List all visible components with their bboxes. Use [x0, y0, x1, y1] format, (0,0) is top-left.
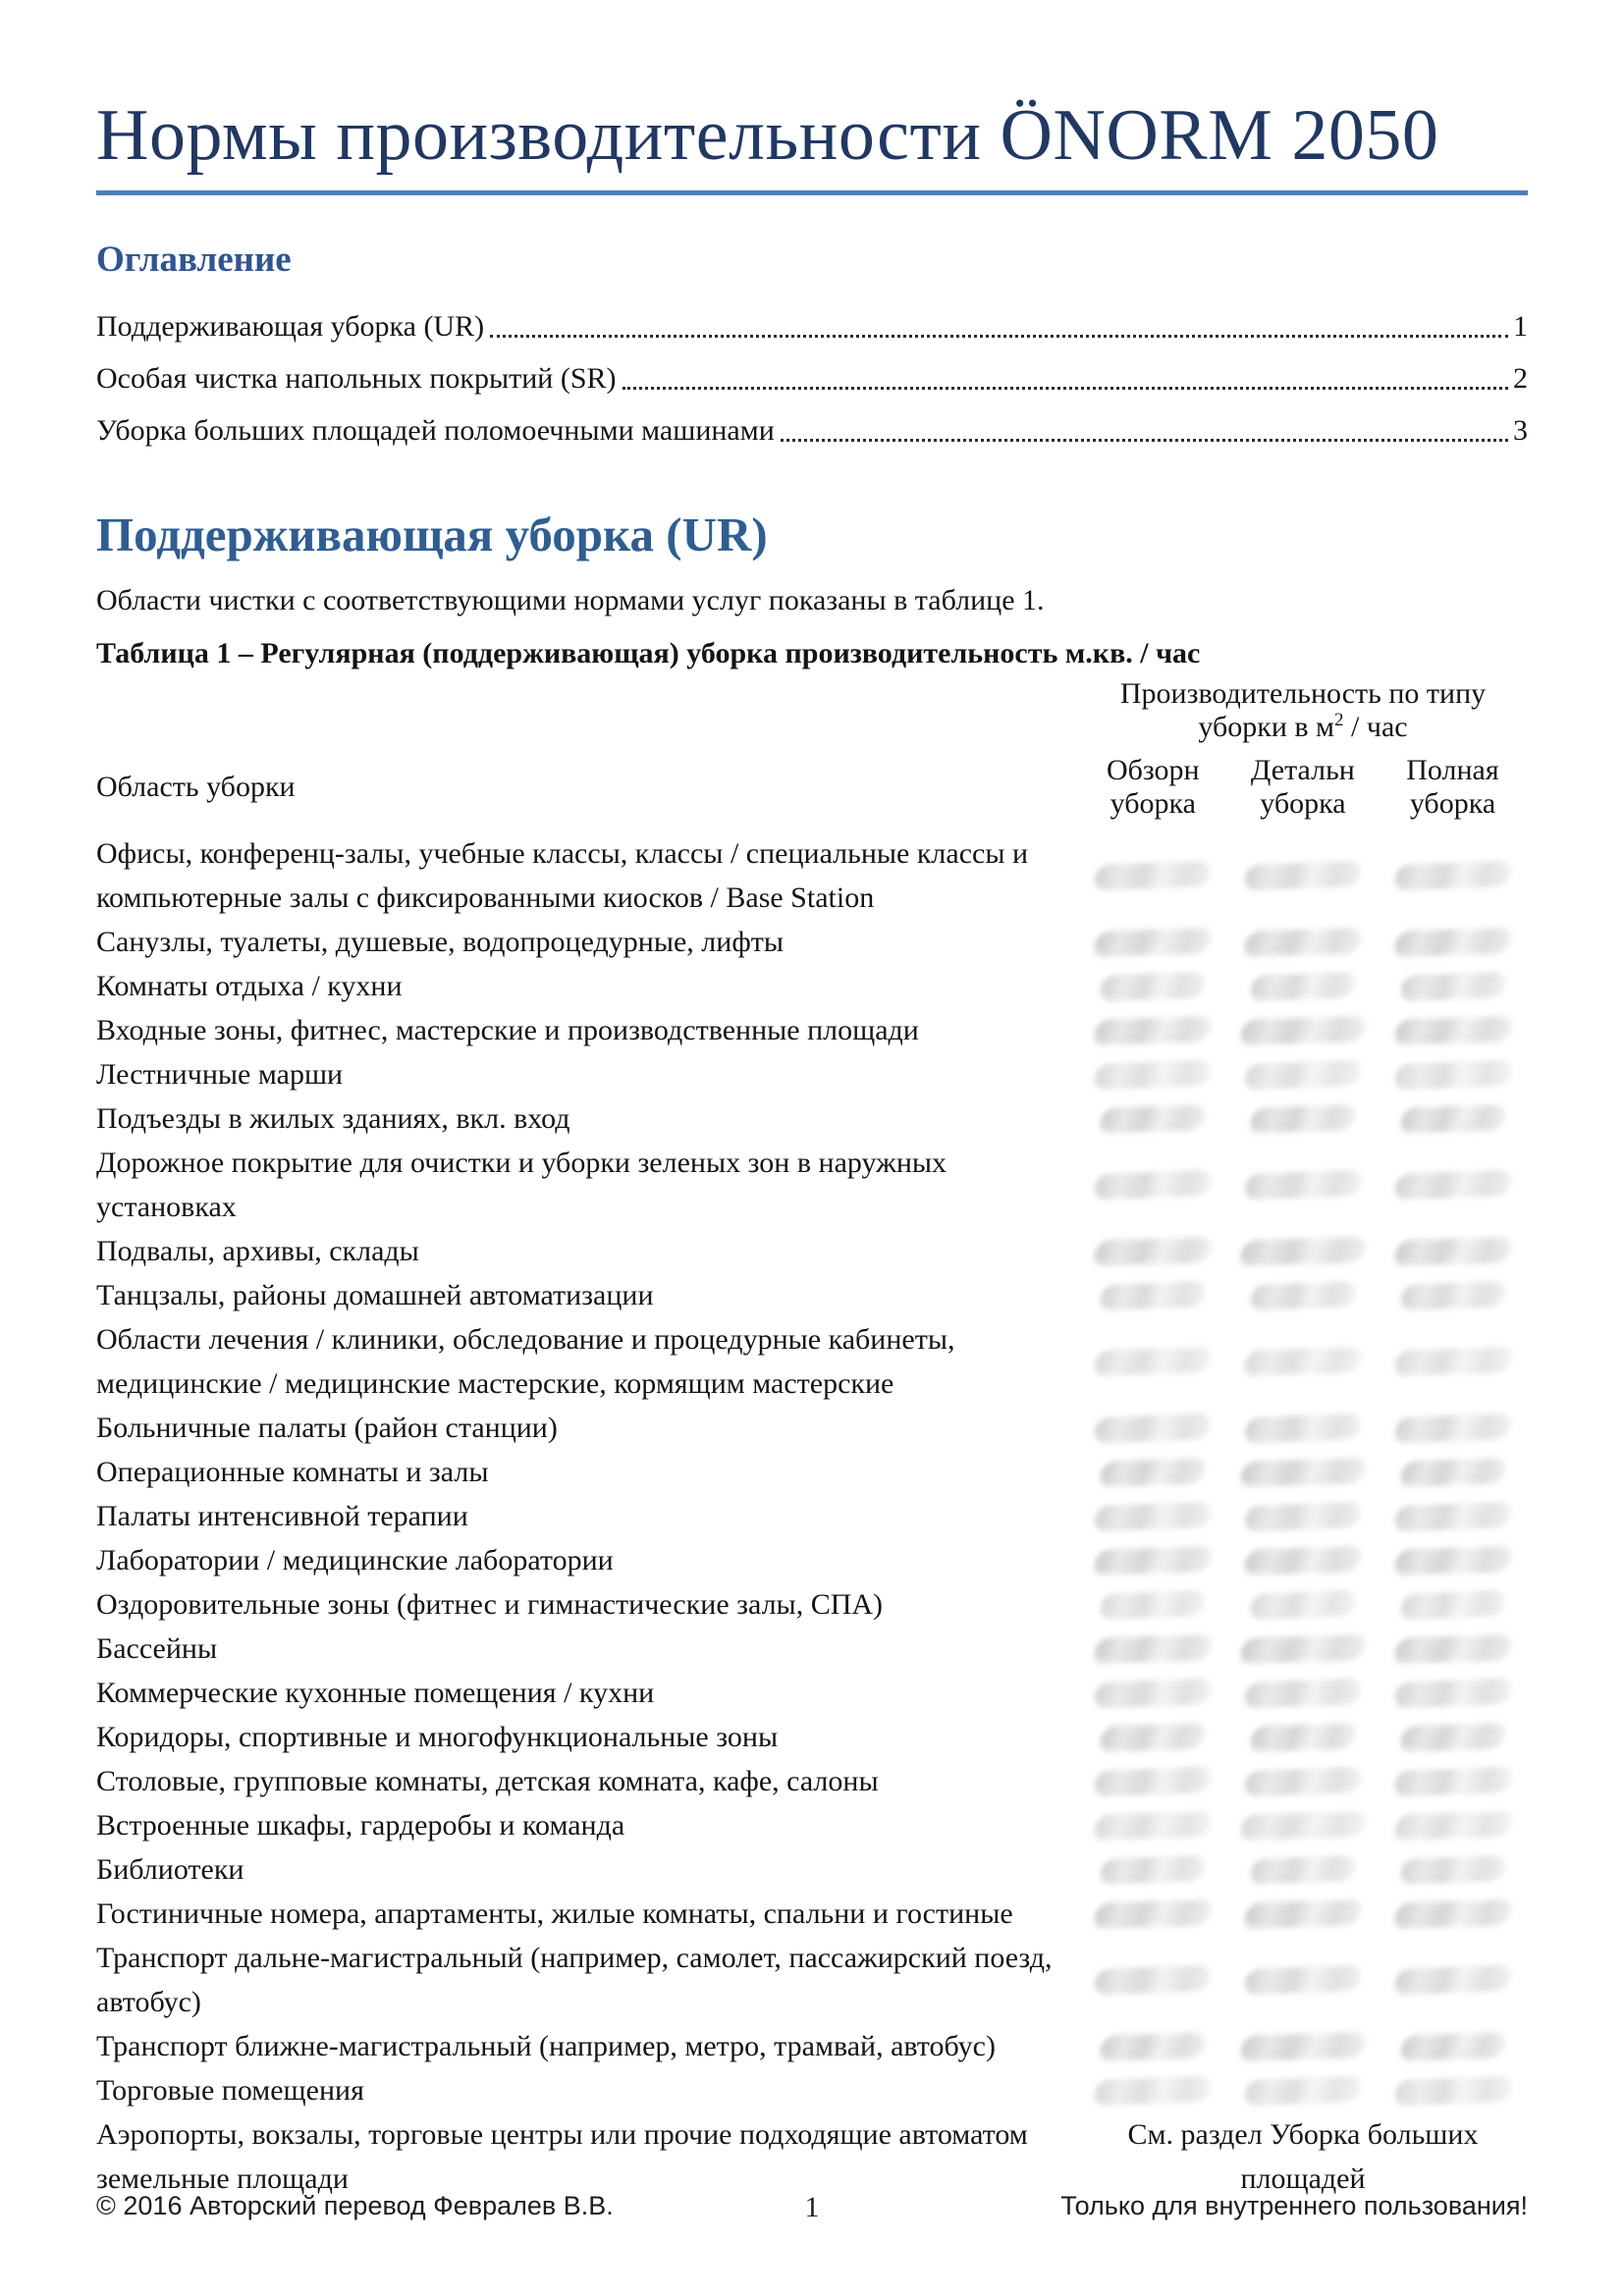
cleaning-area-label: Входные зоны, фитнес, мастерские и производственные площади: [96, 1014, 919, 1046]
value-cell: [1078, 930, 1228, 955]
section-intro: Области чистки с соответствующими нормами услуг показаны в таблице 1.: [96, 584, 1045, 616]
redacted-value: [1243, 861, 1362, 891]
table-column-headers: [1078, 754, 1528, 821]
table-row: [96, 1406, 1528, 1450]
value-cell: [1378, 1857, 1528, 1883]
toc-page-number: 3: [1513, 414, 1528, 447]
value-cell: [1378, 1592, 1528, 1618]
value-cell: [1378, 1504, 1528, 1529]
redacted-value: [1249, 1589, 1356, 1619]
cleaning-area-label: Коридоры, спортивные и многофункциональные зоны: [96, 1721, 779, 1753]
toc-item-label: Особая чистка напольных покрытий (SR): [96, 362, 617, 395]
value-cell: [1378, 1283, 1528, 1308]
value-cell: [1378, 1813, 1528, 1839]
cleaning-area-label: Подъезды в жилых зданиях, вкл. вход: [96, 1102, 570, 1135]
table-body: [96, 831, 1528, 2201]
redacted-value: [1243, 1170, 1362, 1201]
redacted-value: [1098, 1723, 1208, 1751]
redacted-value: [1238, 1016, 1368, 1045]
redacted-value: [1392, 1899, 1514, 1928]
redacted-value: [1243, 1766, 1362, 1796]
value-cell: [1378, 1349, 1528, 1374]
table-caption: Таблица 1 – Регулярная (поддерживающая) уборка производительность м.кв. / час: [96, 637, 1201, 669]
redacted-value: [1092, 1237, 1214, 1265]
cleaning-area-label: Палаты интенсивной терапии: [96, 1500, 468, 1532]
redacted-value: [1392, 1811, 1514, 1840]
table-row: [96, 1892, 1528, 1936]
page-title: Нормы производительности ÖNORM 2050: [96, 0, 1528, 195]
value-cell: [1378, 1460, 1528, 1485]
value-cell: [1078, 1681, 1228, 1706]
redacted-value: [1392, 1016, 1514, 1044]
table-row: [96, 1273, 1528, 1317]
area-column-header: Область уборки: [96, 771, 296, 803]
value-cell: [1078, 1901, 1228, 1927]
redacted-value: [1248, 1723, 1358, 1751]
table-row: [96, 1450, 1528, 1494]
table-row: [96, 1759, 1528, 1803]
redacted-value: [1393, 1170, 1512, 1201]
row-values: [1078, 1450, 1528, 1494]
cleaning-area-label: Бассейны: [96, 1632, 218, 1665]
cleaning-area-label: Дорожное покрытие для очистки и уборки зеленых зон в наружных установках: [96, 1147, 947, 1223]
redacted-value: [1393, 2075, 1512, 2106]
value-cell: [1078, 1636, 1228, 1662]
row-values: [1078, 1936, 1528, 2024]
redacted-value: [1092, 1811, 1214, 1840]
cleaning-area-label: Комнаты отдыха / кухни: [96, 970, 403, 1002]
redacted-value: [1398, 1104, 1508, 1133]
table-row: [96, 1494, 1528, 1538]
value-cell: [1378, 863, 1528, 888]
redacted-value: [1238, 1458, 1368, 1487]
row-values: [1078, 1008, 1528, 1052]
toc-item[interactable]: [96, 294, 1528, 346]
redacted-value: [1398, 2032, 1508, 2060]
redacted-value: [1098, 2032, 1208, 2060]
table-row: [96, 2024, 1528, 2068]
toc-page-number: 2: [1513, 362, 1528, 395]
redacted-value: [1094, 1170, 1213, 1201]
row-values: [1078, 920, 1528, 964]
value-cell: [1228, 1901, 1379, 1927]
row-values: [1078, 1582, 1528, 1627]
value-cell: [1378, 1901, 1528, 1927]
value-cell: [1078, 1725, 1228, 1750]
cleaning-area-label: Торговые помещения: [96, 2074, 364, 2107]
value-cell: [1228, 1349, 1379, 1374]
page-footer: [96, 2189, 1528, 2228]
value-cell: [1078, 1062, 1228, 1088]
cleaning-area-label: Библиотеки: [96, 1853, 244, 1886]
redacted-value: [1392, 1237, 1514, 1265]
value-cell: [1228, 1857, 1379, 1883]
value-cell: [1378, 1548, 1528, 1574]
value-cell: [1378, 1062, 1528, 1088]
row-values: [1078, 831, 1528, 920]
table-row: [96, 1052, 1528, 1096]
cleaning-area-label: Санузлы, туалеты, душевые, водопроцедурные, лифты: [96, 926, 785, 958]
value-column-header: Полная уборка: [1406, 754, 1499, 820]
cleaning-area-label: Гостиничные номера, апартаменты, жилые комнаты, спальни и гостиные: [96, 1897, 1013, 1930]
value-cell: [1078, 1813, 1228, 1839]
value-cell: [1228, 1460, 1379, 1485]
value-cell: [1228, 2078, 1379, 2104]
value-cell: [1228, 1769, 1379, 1794]
redacted-value: [1243, 1965, 1362, 1996]
cleaning-area-label: Столовые, групповые комнаты, детская комната, кафе, салоны: [96, 1765, 879, 1797]
cleaning-area-label: Лестничные марши: [96, 1058, 344, 1091]
toc-item-label: Уборка больших площадей поломоечными машинами: [96, 414, 775, 447]
value-cell: [1228, 2034, 1379, 2059]
redacted-value: [1098, 1104, 1208, 1133]
redacted-value: [1092, 1347, 1214, 1375]
redacted-value: [1092, 928, 1214, 956]
value-cell: [1228, 1681, 1379, 1706]
value-cell: [1078, 1504, 1228, 1529]
value-cell: [1228, 1415, 1379, 1441]
value-cell: [1378, 1106, 1528, 1132]
value-cell: [1228, 1062, 1379, 1088]
toc-item-label: Поддерживающая уборка (UR): [96, 310, 485, 343]
redacted-value: [1100, 971, 1207, 1000]
table-row: [96, 1627, 1528, 1671]
table-row: [96, 1229, 1528, 1273]
value-cell: [1078, 1349, 1228, 1374]
superscript-2: 2: [1334, 710, 1344, 730]
value-column-header: Детальн уборка: [1250, 754, 1355, 820]
redacted-value: [1392, 1634, 1514, 1663]
redacted-value: [1238, 1237, 1368, 1266]
value-cell: [1078, 974, 1228, 999]
table-row: [96, 920, 1528, 964]
cleaning-area-label: Встроенные шкафы, гардеробы и команда: [96, 1809, 625, 1842]
redacted-value: [1392, 1546, 1514, 1575]
value-column-header: Обзорн уборка: [1106, 754, 1200, 820]
redacted-value: [1393, 1766, 1512, 1796]
redacted-value: [1393, 1678, 1512, 1708]
redacted-value: [1092, 1899, 1214, 1928]
value-cell: [1078, 1172, 1228, 1198]
redacted-value: [1399, 1854, 1506, 1884]
table-header: [96, 677, 1528, 821]
redacted-value: [1249, 971, 1356, 1000]
value-cell: [1078, 863, 1228, 888]
table-group-header: Производительность по типу уборки в $м^2$ / час: [1119, 677, 1487, 743]
row-values: [1078, 1273, 1528, 1317]
value-cell: [1378, 1018, 1528, 1043]
redacted-value: [1243, 1678, 1362, 1708]
redacted-value: [1242, 1899, 1364, 1928]
redacted-value: [1238, 1634, 1368, 1664]
value-cell: [1228, 1636, 1379, 1662]
value-cell: [1378, 1415, 1528, 1441]
toc-leader-dots: [781, 439, 1508, 442]
redacted-value: [1392, 928, 1514, 956]
value-cell: [1078, 1018, 1228, 1043]
redacted-value: [1238, 1811, 1368, 1841]
redacted-value: [1248, 1104, 1358, 1133]
redacted-value: [1249, 1280, 1356, 1309]
value-cell: [1078, 2078, 1228, 2104]
value-cell: [1228, 1548, 1379, 1574]
table-row: [96, 1847, 1528, 1892]
row-values: [1078, 1892, 1528, 1936]
value-cell: [1078, 1415, 1228, 1441]
row-values: [1078, 1406, 1528, 1450]
footer-notice: Только для внутреннего пользования!: [1060, 2191, 1528, 2220]
value-cell: [1078, 1592, 1228, 1618]
redacted-value: [1398, 1723, 1508, 1751]
value-cell: [1078, 1548, 1228, 1574]
redacted-value: [1094, 2075, 1213, 2106]
redacted-value: [1098, 1458, 1208, 1486]
toc-item[interactable]: [96, 398, 1528, 450]
value-cell: [1378, 1239, 1528, 1264]
cleaning-area-label: Подвалы, архивы, склады: [96, 1235, 419, 1267]
table-row: [96, 2112, 1528, 2201]
redacted-value: [1393, 1965, 1512, 1996]
cleaning-area-label: Аэропорты, вокзалы, торговые центры или прочие подходящие автоматом земельные площади: [96, 2118, 1028, 2195]
value-cell: [1228, 1504, 1379, 1529]
redacted-value: [1393, 861, 1512, 891]
redacted-value: [1392, 1347, 1514, 1375]
redacted-value: [1249, 1854, 1356, 1884]
row-values: [1078, 964, 1528, 1008]
value-cell: [1078, 1967, 1228, 1993]
toc-item[interactable]: [96, 346, 1528, 398]
value-cell: [1078, 1106, 1228, 1132]
redacted-value: [1243, 1501, 1362, 1531]
row-values: [1078, 1141, 1528, 1229]
value-cell: [1228, 1967, 1379, 1993]
value-cell: [1378, 1725, 1528, 1750]
value-cell: [1228, 1172, 1379, 1198]
row-values: [1078, 1052, 1528, 1096]
redacted-value: [1092, 1546, 1214, 1575]
cleaning-area-label: Операционные комнаты и залы: [96, 1456, 489, 1488]
cleaning-area-label: Танцзалы, районы домашней автоматизации: [96, 1279, 654, 1311]
redacted-value: [1238, 2032, 1368, 2061]
row-values: [1078, 1317, 1528, 1406]
section-heading: Поддерживающая уборка (UR): [96, 507, 768, 561]
row-values: [1078, 1671, 1528, 1715]
toc-leader-dots: [490, 335, 1508, 338]
toc: [96, 294, 1528, 450]
redacted-value: [1398, 1458, 1508, 1486]
redacted-value: [1399, 971, 1506, 1000]
cleaning-area-label: Лаборатории / медицинские лаборатории: [96, 1544, 614, 1576]
table-row: [96, 1582, 1528, 1627]
table-row: [96, 1715, 1528, 1759]
value-cell: [1378, 930, 1528, 955]
row-values: [1078, 1759, 1528, 1803]
row-values: [1078, 1715, 1528, 1759]
cleaning-area-label: Больничные палаты (район станции): [96, 1412, 558, 1444]
row-values: [1078, 2068, 1528, 2112]
redacted-value: [1242, 1546, 1364, 1575]
cleaning-area-label: Коммерческие кухонные помещения / кухни: [96, 1677, 655, 1709]
redacted-value: [1100, 1589, 1207, 1619]
table-row: [96, 831, 1528, 920]
value-cell: [1378, 1769, 1528, 1794]
redacted-value: [1399, 1589, 1506, 1619]
table-row: [96, 1538, 1528, 1582]
cleaning-area-label: Транспорт ближне-магистральный (например, метро, трамвай, автобус): [96, 2030, 996, 2062]
row-values: [1078, 1096, 1528, 1141]
value-cell: [1078, 1460, 1228, 1485]
value-cell: [1228, 1813, 1379, 1839]
table-row: [96, 964, 1528, 1008]
cleaning-area-label: Офисы, конференц-залы, учебные классы, классы / специальные классы и компьютерные залы с фиксированными киосков / Base Station: [96, 837, 1029, 914]
value-cell: [1228, 1018, 1379, 1043]
table-row: [96, 1141, 1528, 1229]
row-values: [1078, 2112, 1528, 2201]
redacted-value: [1393, 1501, 1512, 1531]
redacted-value: [1243, 1413, 1362, 1443]
row-values-note: См. раздел Уборка больших площадей: [1127, 2118, 1479, 2195]
redacted-value: [1092, 1634, 1214, 1663]
cleaning-area-label: Оздоровительные зоны (фитнес и гимнастические залы, СПА): [96, 1588, 884, 1621]
value-cell: [1078, 1283, 1228, 1308]
value-cell: [1378, 1172, 1528, 1198]
table-row: [96, 1096, 1528, 1141]
value-cell: [1228, 1283, 1379, 1308]
redacted-value: [1100, 1280, 1207, 1309]
table-row: [96, 1671, 1528, 1715]
footer-page-number: 1: [804, 2191, 820, 2223]
row-values: [1078, 2024, 1528, 2068]
redacted-value: [1094, 1059, 1213, 1090]
value-cell: [1378, 1967, 1528, 1993]
row-values: [1078, 1627, 1528, 1671]
value-cell: [1228, 974, 1379, 999]
redacted-value: [1100, 1854, 1207, 1884]
value-cell: [1378, 2078, 1528, 2104]
footer-copyright: © 2016 Авторский перевод Февралев В.В.: [96, 2191, 614, 2220]
cleaning-area-label: Транспорт дальне-магистральный (например, самолет, пассажирский поезд, автобус): [96, 1942, 1053, 2018]
value-cell: [1228, 1725, 1379, 1750]
value-cell: [1228, 1239, 1379, 1264]
table-row: [96, 1008, 1528, 1052]
table-row: [96, 1317, 1528, 1406]
redacted-value: [1094, 1413, 1213, 1443]
value-cell: [1378, 974, 1528, 999]
redacted-value: [1094, 1965, 1213, 1996]
redacted-value: [1094, 1501, 1213, 1531]
redacted-value: [1094, 861, 1213, 891]
row-values: [1078, 1803, 1528, 1847]
redacted-value: [1243, 1059, 1362, 1090]
redacted-value: [1242, 928, 1364, 956]
table-row: [96, 1803, 1528, 1847]
redacted-value: [1243, 2075, 1362, 2106]
row-values: [1078, 1847, 1528, 1892]
toc-leader-dots: [623, 387, 1508, 390]
value-cell: [1378, 1681, 1528, 1706]
table-row: [96, 2068, 1528, 2112]
value-cell: [1078, 1239, 1228, 1264]
value-cell: [1078, 2034, 1228, 2059]
redacted-value: [1094, 1678, 1213, 1708]
value-cell: [1378, 2034, 1528, 2059]
redacted-value: [1393, 1413, 1512, 1443]
redacted-value: [1399, 1280, 1506, 1309]
row-values: [1078, 1538, 1528, 1582]
redacted-value: [1094, 1766, 1213, 1796]
toc-heading: Оглавление: [96, 240, 292, 280]
value-cell: [1378, 1636, 1528, 1662]
row-values: [1078, 1229, 1528, 1273]
redacted-value: [1393, 1059, 1512, 1090]
value-cell: [1078, 1769, 1228, 1794]
cleaning-area-label: Области лечения / клиники, обследование и процедурные кабинеты, медицинские / медицинские мастерские, кормящим мастерские: [96, 1323, 955, 1400]
value-cell: [1228, 1592, 1379, 1618]
table-row: [96, 1936, 1528, 2024]
value-cell: [1078, 1857, 1228, 1883]
row-values: [1078, 1494, 1528, 1538]
redacted-value: [1092, 1016, 1214, 1044]
value-cell: [1228, 1106, 1379, 1132]
toc-page-number: 1: [1513, 310, 1528, 343]
value-cell: [1228, 863, 1379, 888]
value-cell: [1228, 930, 1379, 955]
redacted-value: [1242, 1347, 1364, 1375]
